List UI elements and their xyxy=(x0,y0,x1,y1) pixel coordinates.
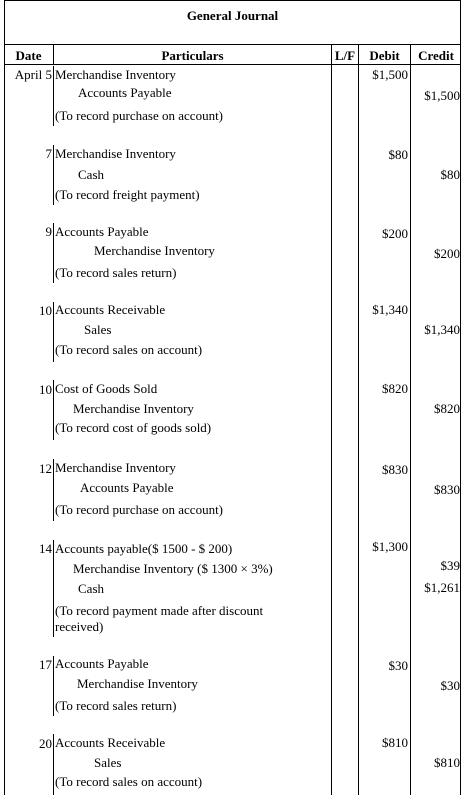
entry-bracket xyxy=(53,66,54,126)
entry-date: 7 xyxy=(45,146,52,161)
entry-bracket xyxy=(53,302,54,362)
header-lf: L/F xyxy=(334,48,356,63)
debit-amount: $1,500 xyxy=(372,67,408,82)
credit-account: Cash xyxy=(78,167,104,182)
narration: (To record sales return) xyxy=(55,698,177,713)
debit-account: Accounts Payable xyxy=(55,224,149,239)
credit-amount: $820 xyxy=(434,401,460,416)
narration: (To record sales on account) xyxy=(55,774,203,789)
header-bottom-rule xyxy=(4,64,461,65)
credit-account: Merchandise Inventory xyxy=(73,401,194,416)
debit-account: Merchandise Inventory xyxy=(55,460,176,475)
header-top-rule xyxy=(4,44,461,45)
debit-amount: $30 xyxy=(388,658,408,673)
debit-account: Accounts Receivable xyxy=(55,302,166,317)
narration: (To record payment made after discount xyxy=(55,603,264,618)
entry-date: April 5 xyxy=(14,67,52,82)
narration: (To record cost of goods sold) xyxy=(55,420,212,435)
debit-account: Accounts Receivable xyxy=(55,735,166,750)
entry-bracket xyxy=(53,540,54,637)
debit-account: Cost of Goods Sold xyxy=(55,381,158,396)
debit-amount: $810 xyxy=(382,735,408,750)
narration: (To record purchase on account) xyxy=(55,108,224,123)
entry-bracket xyxy=(53,145,54,205)
debit-amount: $80 xyxy=(388,147,408,162)
credit-account: Merchandise Inventory xyxy=(94,243,215,258)
narration: (To record sales return) xyxy=(55,265,177,280)
entry-bracket xyxy=(53,223,54,283)
entry-bracket xyxy=(53,380,54,440)
credit-account: Merchandise Inventory ($ 1300 × 3%) xyxy=(73,561,273,576)
credit-amount: $1,500 xyxy=(424,88,460,103)
credit-account-cash: Cash xyxy=(78,581,104,596)
credit-account: Accounts Payable xyxy=(80,480,174,495)
credit-amount: $1,340 xyxy=(424,322,460,337)
header-debit: Debit xyxy=(369,48,400,63)
entry-bracket xyxy=(53,734,54,795)
narration: (To record sales on account) xyxy=(55,342,203,357)
entry-bracket xyxy=(53,656,54,716)
narration: (To record freight payment) xyxy=(55,187,200,202)
credit-account: Sales xyxy=(94,755,122,770)
journal-title: General Journal xyxy=(186,8,279,23)
narration-continued: received) xyxy=(55,619,104,634)
debit-account: Accounts Payable xyxy=(55,656,149,671)
debit-account: Merchandise Inventory xyxy=(55,146,176,161)
col-divider-particulars xyxy=(331,44,332,795)
debit-account: Accounts payable($ 1500 - $ 200) xyxy=(55,541,233,556)
header-particulars: Particulars xyxy=(161,48,224,63)
debit-amount: $200 xyxy=(382,226,408,241)
entry-date: 10 xyxy=(39,303,52,318)
narration: (To record purchase on account) xyxy=(55,502,224,517)
header-credit: Credit xyxy=(418,48,454,63)
debit-amount: $1,300 xyxy=(372,539,408,554)
debit-account: Merchandise Inventory xyxy=(55,67,176,82)
credit-account: Accounts Payable xyxy=(78,85,172,100)
debit-amount: $820 xyxy=(382,381,408,396)
debit-amount: $830 xyxy=(382,462,408,477)
credit-amount-cash: $1,261 xyxy=(424,580,460,595)
entry-date: 20 xyxy=(39,736,52,751)
credit-account: Merchandise Inventory xyxy=(77,676,198,691)
entry-date: 17 xyxy=(39,657,52,672)
debit-amount: $1,340 xyxy=(372,302,408,317)
entry-date: 14 xyxy=(39,541,52,556)
entry-date: 12 xyxy=(39,461,52,476)
credit-amount: $30 xyxy=(440,678,460,693)
credit-account: Sales xyxy=(84,322,112,337)
entry-bracket xyxy=(53,459,54,521)
credit-amount: $39 xyxy=(440,558,460,573)
entry-date: 9 xyxy=(45,224,52,239)
entry-date: 10 xyxy=(39,382,52,397)
credit-amount: $80 xyxy=(440,167,460,182)
credit-amount: $830 xyxy=(434,482,460,497)
header-date: Date xyxy=(15,48,42,63)
credit-amount: $200 xyxy=(434,246,460,261)
credit-amount: $810 xyxy=(434,755,460,770)
